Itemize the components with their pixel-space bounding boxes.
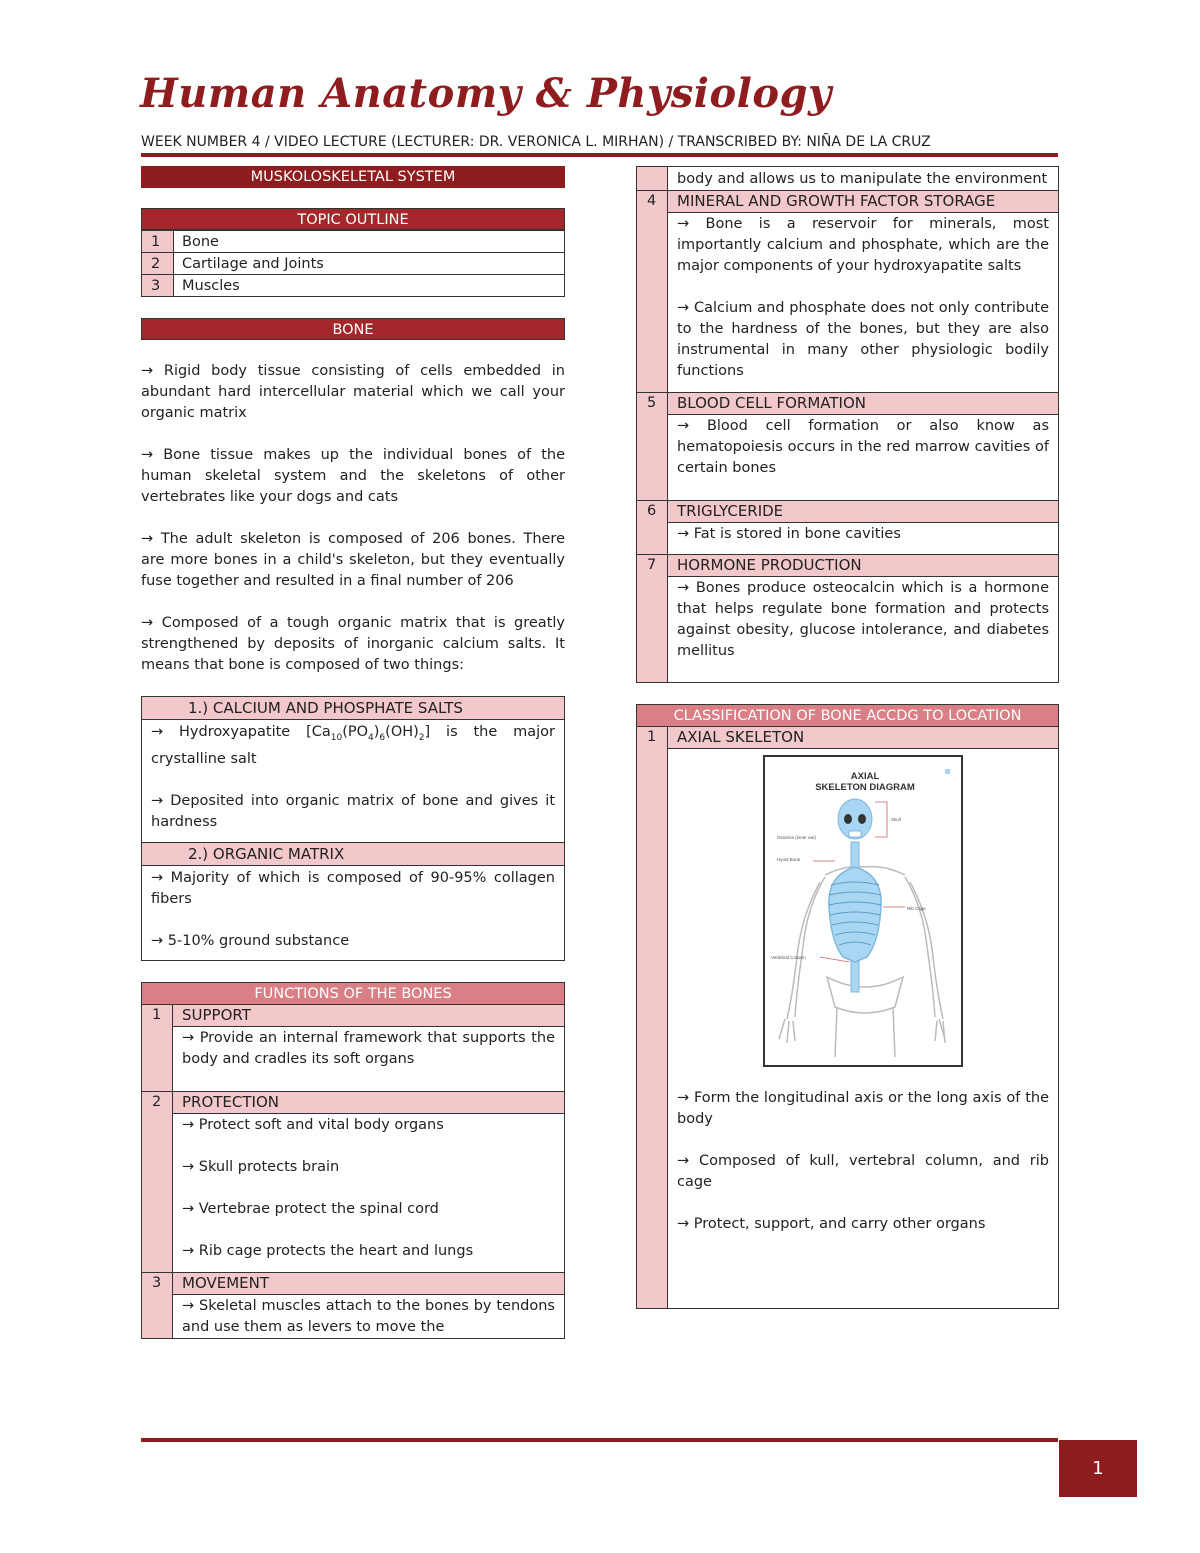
outline-label: Cartilage and Joints	[174, 253, 565, 275]
function-title: MOVEMENT	[173, 1273, 564, 1295]
calcium-line	[151, 722, 555, 770]
outline-num: 1	[142, 231, 174, 253]
formula-sub: 10	[330, 732, 343, 743]
calcium-body	[142, 720, 564, 833]
document-title: Human Anatomy & Physiology	[140, 70, 832, 117]
figure-label: Vertebral Column	[771, 955, 806, 960]
classification-num: 1	[637, 727, 668, 1308]
formula-sub: 2	[418, 732, 425, 743]
classification-line: → Form the longitudinal axis or the long axis of the body	[677, 1090, 1049, 1127]
outline-row	[142, 253, 565, 275]
bone-paragraph: → Composed of a tough organic matrix that is greatly strengthened by deposits of inorganic calcium salts. It means that bone is composed of two things:	[141, 615, 565, 673]
function-row	[142, 1005, 564, 1092]
function-line: → Protect soft and vital body organs	[182, 1116, 444, 1133]
function-title: TRIGLYCERIDE	[668, 501, 1058, 523]
footer-rule	[141, 1438, 1058, 1442]
bone-paragraph: → Bone tissue makes up the individual bones of the human skeletal system and the skeletons of other vertebrates like your dogs and cats	[141, 447, 565, 505]
function-num: 7	[637, 555, 668, 682]
classification-table	[636, 704, 1059, 1309]
section-title: MUSKOLOSKELETAL SYSTEM	[141, 166, 565, 188]
function-title: SUPPORT	[173, 1005, 564, 1027]
document-subtitle: WEEK NUMBER 4 / VIDEO LECTURE (LECTURER: DR. VERONICA L. MIRHAN) / TRANSCRIBED BY: NIÑA DE LA CRUZ	[141, 134, 931, 150]
bone-paragraph: → The adult skeleton is composed of 206 bones. There are more bones in a child's skeleton, but they eventually fuse together and resulted in a final number of 206	[141, 531, 565, 589]
function-title: PROTECTION	[173, 1092, 564, 1114]
function-line: → Rib cage protects the heart and lungs	[182, 1242, 474, 1259]
outline-num: 2	[142, 253, 174, 275]
formula-part: (PO	[342, 724, 369, 740]
function-row	[637, 191, 1058, 393]
functions-table-right	[636, 166, 1059, 683]
function-line: → Fat is stored in bone cavities	[677, 526, 901, 542]
topic-outline-heading: TOPIC OUTLINE	[141, 208, 565, 230]
function-line: → Blood cell formation or also know as hematopoiesis occurs in the red marrow cavities of certain bones	[677, 418, 1049, 476]
function-line: → Skull protects brain	[182, 1158, 340, 1175]
classification-title: AXIAL SKELETON	[668, 727, 1058, 749]
skeleton-diagram-icon	[765, 757, 961, 1065]
function-line: → Provide an internal framework that supports the body and cradles its soft organs	[182, 1029, 555, 1067]
formula-part: → Hydroxyapatite [Ca	[151, 724, 331, 740]
header-rule	[141, 153, 1058, 157]
figure-label: Rib Cage	[907, 906, 926, 911]
organic-line: → 5-10% ground substance	[151, 932, 350, 949]
bone-paragraph: → Rigid body tissue consisting of cells embedded in abundant hard intercellular material which we call your organic matrix	[141, 363, 565, 421]
outline-num: 3	[142, 275, 174, 297]
function-num: 2	[142, 1092, 173, 1272]
function-row	[637, 393, 1058, 501]
function-row-continued	[637, 167, 1058, 191]
formula-part: )	[373, 724, 380, 740]
function-row	[142, 1273, 564, 1338]
classification-line: → Composed of kull, vertebral column, and rib cage	[677, 1153, 1049, 1190]
function-line: → Skeletal muscles attach to the bones by tendons and use them as levers to move the	[182, 1297, 555, 1335]
outline-label: Bone	[174, 231, 565, 253]
outline-row	[142, 275, 565, 297]
function-line: → Bones produce osteocalcin which is a hormone that helps regulate bone formation and protects against obesity, glucose intolerance, and diabetes mellitus	[677, 580, 1049, 659]
right-column	[636, 166, 1059, 1309]
function-line: → Calcium and phosphate does not only contribute to the hardness of the bones, but they are also instrumental in many other physiologic bodily functions	[677, 300, 1049, 379]
outline-row	[142, 231, 565, 253]
classification-row	[637, 727, 1058, 1308]
function-num-empty	[637, 167, 668, 190]
formula-part: ] is the major crystalline salt	[151, 724, 555, 767]
figure-label: Hyoid Bone	[777, 857, 801, 862]
function-num: 5	[637, 393, 668, 500]
function-title: MINERAL AND GROWTH FACTOR STORAGE	[668, 191, 1058, 213]
function-line: → Bone is a reservoir for minerals, most importantly calcium and phosphate, which are the major components of your hydroxyapatite salts	[677, 216, 1049, 274]
page-number: 1	[1059, 1440, 1137, 1497]
functions-heading: FUNCTIONS OF THE BONES	[142, 983, 564, 1005]
function-line: → Vertebrae protect the spinal cord	[182, 1200, 439, 1217]
formula-sub: 4	[368, 732, 374, 743]
function-title: HORMONE PRODUCTION	[668, 555, 1058, 577]
figure-label: Skull	[891, 817, 901, 822]
classification-line: → Protect, support, and carry other organs	[677, 1216, 986, 1232]
function-num: 1	[142, 1005, 173, 1091]
function-row	[637, 555, 1058, 682]
figure-label: Ossicles (inner ear)	[777, 835, 817, 840]
function-num: 4	[637, 191, 668, 392]
left-column	[141, 166, 565, 1339]
figure-badge	[945, 769, 950, 774]
composition-box	[141, 696, 565, 961]
calcium-heading: 1.) CALCIUM AND PHOSPHATE SALTS	[142, 697, 564, 720]
figure-subtitle: SKELETON DIAGRAM	[815, 782, 915, 793]
calcium-line: → Deposited into organic matrix of bone and gives it hardness	[151, 792, 555, 830]
organic-body	[142, 866, 564, 952]
outline-label: Muscles	[174, 275, 565, 297]
function-line: body and allows us to manipulate the environment	[677, 171, 1048, 187]
classification-heading: CLASSIFICATION OF BONE ACCDG TO LOCATION	[637, 705, 1058, 727]
figure-title: AXIAL	[850, 771, 880, 782]
formula-sub: 6	[379, 732, 386, 743]
function-title: BLOOD CELL FORMATION	[668, 393, 1058, 415]
functions-table-left	[141, 982, 565, 1339]
organic-heading: 2.) ORGANIC MATRIX	[142, 842, 564, 866]
function-row	[637, 501, 1058, 555]
organic-line: → Majority of which is composed of 90-95% collagen fibers	[151, 869, 555, 907]
axial-skeleton-figure	[763, 755, 963, 1067]
function-num: 3	[142, 1273, 173, 1338]
function-num: 6	[637, 501, 668, 554]
bone-heading: BONE	[141, 318, 565, 340]
topic-outline-table	[141, 230, 565, 297]
formula-part: (OH)	[385, 724, 419, 740]
function-row	[142, 1092, 564, 1273]
topic-outline	[141, 208, 565, 297]
